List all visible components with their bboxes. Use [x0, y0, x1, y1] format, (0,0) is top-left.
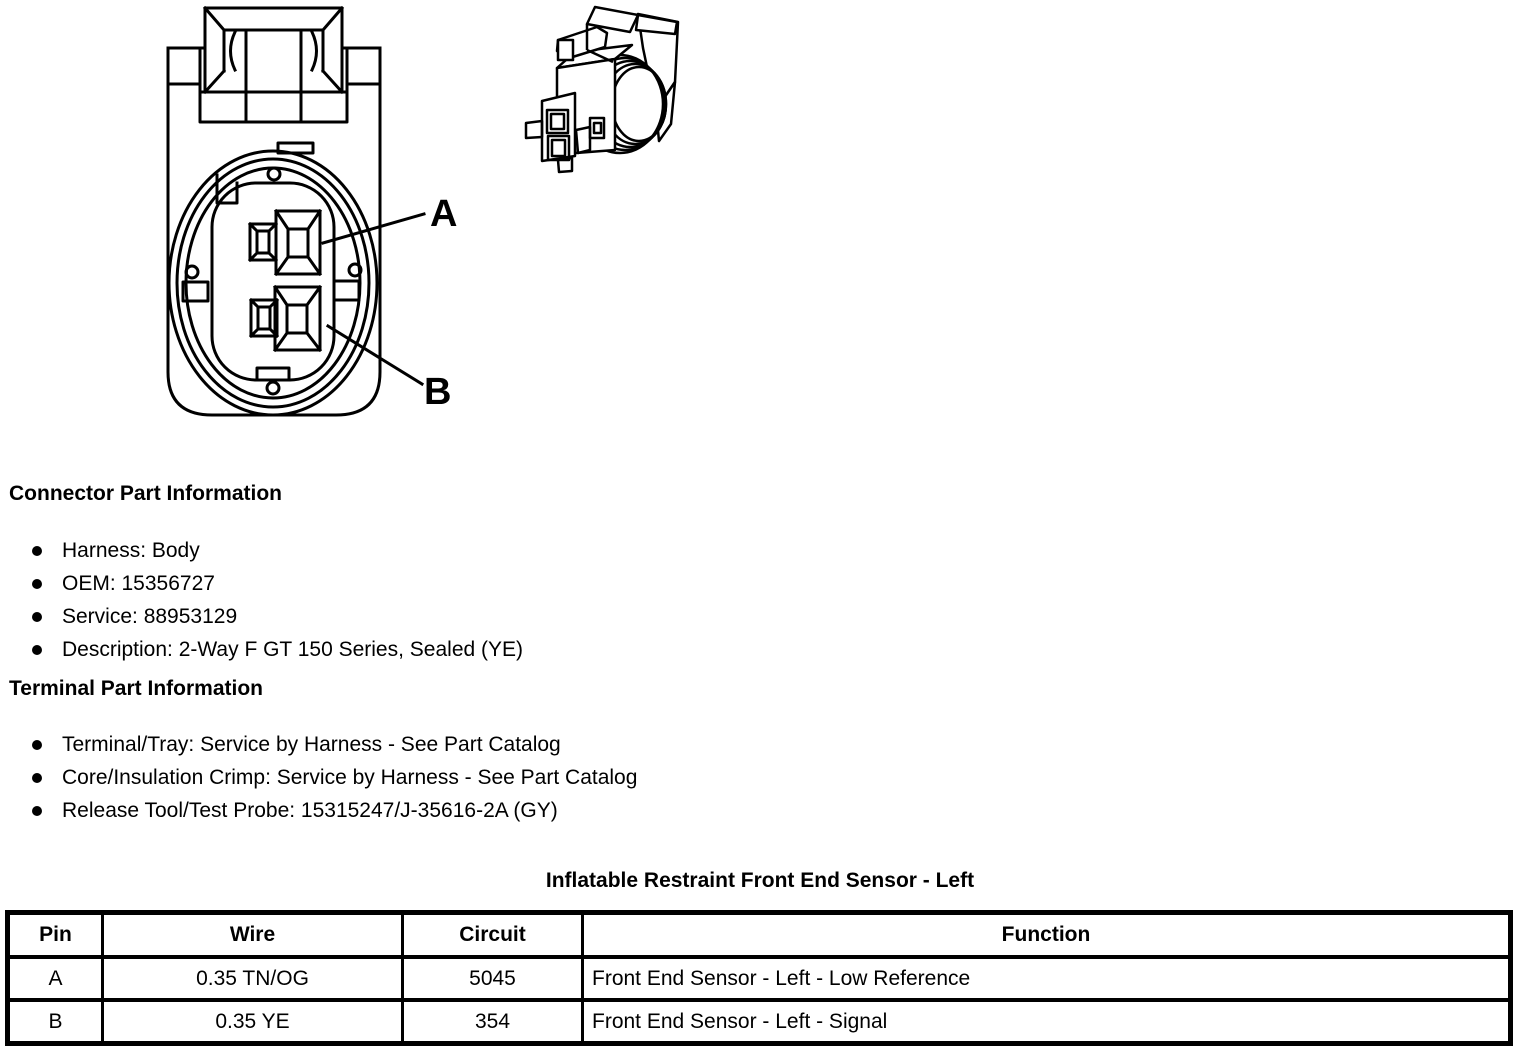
- pin-cell: A: [8, 957, 103, 1000]
- side-view-front-face: [526, 93, 575, 172]
- shoulder-lines: [168, 48, 380, 92]
- bullet-icon: [32, 546, 42, 556]
- function-column-header: Function: [583, 913, 1511, 958]
- latch-tower-bevels: [205, 8, 342, 92]
- pin-cell: B: [8, 1000, 103, 1044]
- list-item-text: Core/Insulation Crimp: Service by Harness - See Part Catalog: [62, 766, 638, 789]
- list-item-text: Service: 88953129: [62, 605, 238, 628]
- latch-hooks: [231, 32, 317, 70]
- table-row: [8, 1000, 1511, 1044]
- top-index-tab: [278, 143, 313, 153]
- latch-channel: [246, 30, 301, 122]
- wire-cell: 0.35 TN/OG: [103, 957, 403, 1000]
- pin-label-a: A: [430, 193, 458, 235]
- list-item: [32, 766, 637, 790]
- bullet-icon: [32, 806, 42, 816]
- terminal-part-info-heading: Terminal Part Information: [9, 677, 263, 700]
- pinout-table: [5, 910, 1513, 1046]
- pin-column-header: Pin: [8, 913, 103, 958]
- alignment-dot-bottom: [267, 382, 279, 394]
- bullet-icon: [32, 773, 42, 783]
- function-cell: Front End Sensor - Left - Low Reference: [583, 957, 1511, 1000]
- circuit-column-header: Circuit: [403, 913, 583, 958]
- list-item: [32, 539, 200, 563]
- list-item-text: Release Tool/Test Probe: 15315247/J-35616-2A (GY): [62, 799, 558, 822]
- pinout-table-title: Inflatable Restraint Front End Sensor - Left: [545, 869, 975, 892]
- right-key-slot: [334, 281, 359, 300]
- list-item: [32, 605, 237, 629]
- list-item: [32, 799, 558, 823]
- list-item: [32, 733, 561, 757]
- circuit-cell: 5045: [403, 957, 583, 1000]
- wire-column-header: Wire: [103, 913, 403, 958]
- list-item-text: Terminal/Tray: Service by Harness - See Part Catalog: [62, 733, 561, 756]
- function-cell: Front End Sensor - Left - Signal: [583, 1000, 1511, 1044]
- circuit-cell: 354: [403, 1000, 583, 1044]
- bullet-icon: [32, 740, 42, 750]
- list-item: [32, 638, 523, 662]
- pin-label-b: B: [424, 371, 452, 413]
- alignment-dot-top: [268, 168, 280, 180]
- connector-part-info-heading: Connector Part Information: [9, 482, 283, 505]
- bullet-icon: [32, 579, 42, 589]
- bottom-key-slot: [257, 368, 289, 380]
- connector-side-view-drawing: [520, 0, 705, 180]
- leader-line-a: [323, 214, 424, 243]
- terminal-a: [250, 211, 320, 274]
- wire-cell: 0.35 YE: [103, 1000, 403, 1044]
- table-row: [8, 957, 1511, 1000]
- bullet-icon: [32, 645, 42, 655]
- table-header-row: [8, 913, 1511, 958]
- list-item-text: OEM: 15356727: [62, 572, 215, 595]
- list-item-text: Description: 2-Way F GT 150 Series, Sealed (YE): [62, 638, 524, 661]
- terminal-b: [251, 287, 320, 350]
- latch-tower: [205, 8, 342, 92]
- list-item: [32, 572, 215, 596]
- bullet-icon: [32, 612, 42, 622]
- connector-front-view-drawing: [140, 0, 470, 445]
- latch-base: [200, 92, 347, 122]
- list-item-text: Harness: Body: [62, 539, 200, 562]
